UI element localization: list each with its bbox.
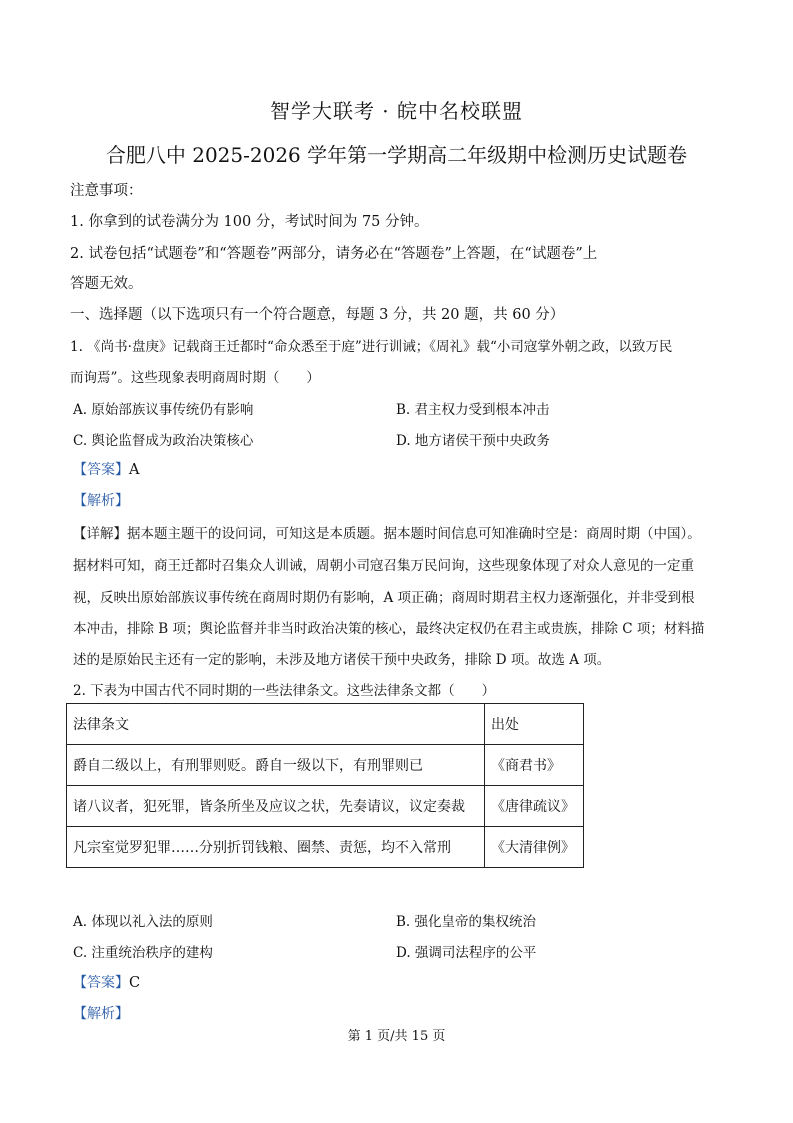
q2-option-b: B. 强化皇帝的集权统治 [396, 914, 537, 930]
page-number: 第 1 页/共 15 页 [347, 1029, 446, 1044]
page-title: 智学大联考 · 皖中名校联盟 [269, 99, 524, 123]
q1-detail-line-2: 据材料可知，商王迁都时召集众人训诫，周朝小司寇召集万民问询，这些现象体现了对众人意见的一定重 [73, 558, 694, 574]
q2-answer [73, 972, 140, 992]
notice-heading: 注意事项： [70, 183, 143, 199]
q1-detail-line-1 [73, 522, 701, 542]
detail-text: 据本题主题干的设问词，可知这是本质题。据本题时间信息可知准确时空是：商周时期（中国）。 [127, 526, 701, 542]
q1-analysis-tag: 【解析】 [73, 493, 129, 509]
q2-option-c: C. 注重统治秩序的建构 [73, 945, 213, 961]
section-heading: 一、选择题（以下选项只有一个符合题意，每题 3 分，共 20 题，共 60 分） [70, 307, 565, 323]
q1-option-b: B. 君主权力受到根本冲击 [396, 402, 550, 418]
q1-detail-line-5: 述的是原始民主还有一定的影响，未涉及地方诸侯干预中央政务，排除 D 项。故选 A 项。 [73, 652, 611, 668]
answer-value: C [129, 975, 141, 991]
table-cell: 诸八议者，犯死罪，皆条所坐及应议之状，先奏请议，议定奏裁 [67, 786, 485, 827]
table-row [67, 745, 584, 786]
q1-detail-line-3: 视，反映出原始部族议事传统在商周时期仍有影响，A 项正确；商周时期君主权力逐渐强化，并非受到根 [73, 590, 695, 606]
q1-stem-line-1: 1. 《尚书·盘庚》记载商王迁都时“命众悉至于庭”进行训诫；《周礼》载“小司寇掌外朝之政，以致万民 [70, 339, 673, 355]
table-header-cell: 出处 [485, 704, 584, 745]
notice-item-2-line-2: 答题无效。 [70, 276, 143, 292]
table-cell: 《大清律例》 [485, 827, 584, 868]
q1-option-c: C. 舆论监督成为政治决策核心 [73, 433, 254, 449]
q1-option-a: A. 原始部族议事传统仍有影响 [73, 402, 254, 418]
answer-tag: 【答案】 [73, 462, 129, 478]
table-cell: 凡宗室觉罗犯罪……分别折罚钱粮、圈禁、责惩，均不入常刑 [67, 827, 485, 868]
q1-detail-line-4: 本冲击，排除 B 项；舆论监督并非当时政治决策的核心，最终决定权仍在君主或贵族，排除 C 项；材料描 [73, 621, 705, 637]
q2-option-a: A. 体现以礼入法的原则 [73, 914, 213, 930]
table-row [67, 827, 584, 868]
q1-option-d: D. 地方诸侯干预中央政务 [396, 433, 550, 449]
table-row [67, 786, 584, 827]
q2-option-d: D. 强调司法程序的公平 [396, 945, 537, 961]
q1-stem-line-2: 而询焉”。这些现象表明商周时期（ ） [70, 370, 320, 386]
notice-item-2-line-1: 2. 试卷包括“试题卷”和“答题卷”两部分，请务必在“答题卷”上答题，在“试题卷”上 [70, 246, 598, 262]
table-header-row [67, 704, 584, 745]
answer-value: A [129, 462, 140, 478]
q2-stem: 2. 下表为中国古代不同时期的一些法律条文。这些法律条文都（ ） [73, 683, 496, 699]
q1-answer [73, 459, 139, 479]
law-table [66, 703, 584, 868]
table-cell: 《唐律疏议》 [485, 786, 584, 827]
table-header-cell: 法律条文 [67, 704, 485, 745]
q2-analysis-tag: 【解析】 [73, 1006, 129, 1022]
table-cell: 爵自二级以上，有刑罪则贬。爵自一级以下，有刑罪则已 [67, 745, 485, 786]
answer-tag: 【答案】 [73, 975, 129, 991]
notice-item-1: 1. 你拿到的试卷满分为 100 分，考试时间为 75 分钟。 [70, 214, 429, 230]
table-cell: 《商君书》 [485, 745, 584, 786]
page-subtitle: 合肥八中 2025-2026 学年第一学期高二年级期中检测历史试题卷 [105, 143, 688, 167]
detail-tag: 【详解】 [73, 526, 127, 542]
